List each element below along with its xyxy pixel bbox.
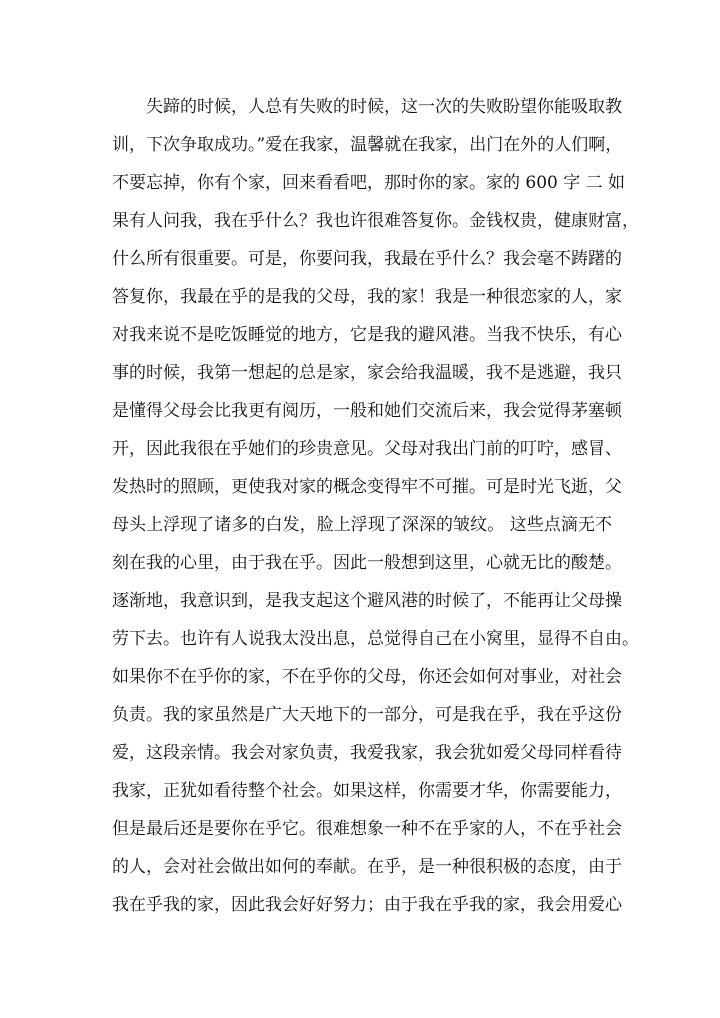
text-line: 答复你，我最在乎的是我的父母，我的家！我是一种很恋家的人，家 — [112, 287, 622, 307]
text-line: 失蹄的时候，人总有失败的时候，这一次的失败盼望你能吸取教 — [146, 97, 622, 117]
text-line: 什么所有很重要。可是，你要问我，我最在乎什么？我会毫不踌躇的 — [112, 249, 622, 269]
text-line: 对我来说不是吃饭睡觉的地方，它是我的避风港。当我不快乐，有心 — [112, 325, 622, 345]
text-line: 爱，这段亲情。我会对家负责，我爱我家，我会犹如爱父母同样看待 — [112, 743, 622, 763]
text-line: 训，下次争取成功。”爱在我家，温馨就在我家，出门在外的人们啊， — [112, 135, 623, 155]
text-line: 但是最后还是要你在乎它。很难想象一种不在乎家的人，不在乎社会 — [112, 819, 622, 839]
text-line: 刻在我的心里，由于我在乎。因此一般想到这里，心就无比的酸楚。 — [112, 553, 622, 573]
text-line: 负责。我的家虽然是广大天地下的一部分，可是我在乎，我在乎这份 — [112, 705, 622, 725]
text-line: 逐渐地，我意识到，是我支起这个避风港的时候了，不能再让父母操 — [112, 591, 622, 611]
text-line: 劳下去。也许有人说我太没出息，总觉得自己在小窝里，显得不自由。 — [112, 629, 639, 649]
text-line: 我在乎我的家，因此我会好好努力；由于我在乎我的家，我会用爱心 — [112, 895, 622, 915]
text-line: 如果你不在乎你的家，不在乎你的父母，你还会如何对事业，对社会 — [112, 667, 622, 687]
text-line: 是懂得父母会比我更有阅历，一般和她们交流后来，我会觉得茅塞顿 — [112, 401, 622, 421]
text-line: 开，因此我很在乎她们的珍贵意见。父母对我出门前的叮咛，感冒、 — [112, 439, 622, 459]
text-line: 我家，正犹如看待整个社会。如果这样，你需要才华，你需要能力， — [112, 781, 622, 801]
text-line: 不要忘掉，你有个家，回来看看吧，那时你的家。家的 600 字 二 如 — [112, 173, 626, 193]
essay-body — [112, 88, 639, 924]
text-line: 的人，会对社会做出如何的奉献。在乎，是一种很积极的态度，由于 — [112, 857, 622, 877]
text-line: 事的时候，我第一想起的总是家，家会给我温暖，我不是逃避，我只 — [112, 363, 622, 383]
text-line: 果有人问我，我在乎什么？我也许很难答复你。金钱权贵，健康财富， — [112, 211, 639, 231]
text-line: 发热时的照顾，更使我对家的概念变得牢不可摧。可是时光飞逝，父 — [112, 477, 622, 497]
text-line: 母头上浮现了诸多的白发，脸上浮现了深深的皱纹。 这些点滴无不 — [112, 515, 612, 535]
